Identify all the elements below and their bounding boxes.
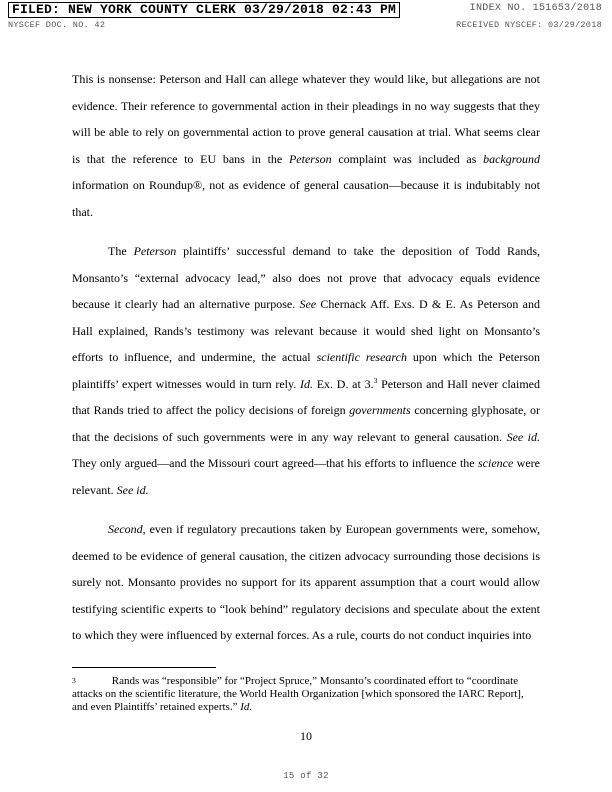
- page-number: 10: [300, 729, 312, 743]
- body-text: [72, 66, 540, 649]
- paragraph-1: This is nonsense: Peterson and Hall can allege whatever they would like, but allegations are not evidence. Their reference to governmental action in their pleadings in no way suggests that they will be able to rely on governmental action to prove general causation at trial. What seems clear is that the reference to EU bans in the Peterson complaint was included as background information on Roundup®, not as evidence of general causation—because it is indubitably not that.: [72, 72, 540, 219]
- footnote: $^3$ Rands was “responsible” for “Project Spruce,” Monsanto’s coordinated effort to “coordinate attacks on the scientific literature, the World Health Organization [which sponsored the IARC Report], and even Plaintiffs’ retained experts.” Id.: [72, 675, 524, 713]
- paragraph-2: The Peterson plaintiffs’ successful demand to take the deposition of Todd Rands, Monsanto’s “external advocacy lead,” also does not prove that advocacy equals evidence because it clearly had an alternative purpose. See Chernack Aff. Exs. D & E. As Peterson and Hall explained, Rands’s testimony was relevant because it would shed light on Monsanto’s efforts to influence, and undermine, the actual scientific research upon which the Peterson plaintiffs’ expert witnesses would in turn rely. Id. Ex. D. at 3.$^3$ Peterson and Hall never claimed that Rands tried to affect the policy decisions of foreign governments concerning glyphosate, or that the decisions of such governments were in any way relevant to general causation. See id. They only argued—and the Missouri court agreed—that his efforts to influence the science were relevant. See id.: [72, 244, 541, 497]
- paragraph-3: Second, even if regulatory precautions taken by European governments were, somehow, deemed to be evidence of general causation, the citizen advocacy surrounding those decisions is surely not. Monsanto provides no support for its apparent assumption that a court would allow testifying scientific experts to “look behind” regulatory decisions and speculate about the extent to which they were influenced by external forces. As a rule, courts do not conduct inquiries into: [72, 522, 540, 642]
- filed-stamp: FILED: NEW YORK COUNTY CLERK 03/29/2018 02:43 PM: [8, 2, 400, 18]
- footnote-ref: 3: [373, 375, 378, 385]
- page-of-total: 15 of 32: [283, 771, 329, 781]
- index-number: INDEX NO. 151653/2018: [469, 3, 602, 14]
- footnote-number: 3: [72, 676, 76, 685]
- doc-number: NYSCEF DOC. NO. 42: [8, 20, 106, 30]
- footnote-divider: [72, 667, 216, 668]
- received-date: RECEIVED NYSCEF: 03/29/2018: [456, 20, 602, 30]
